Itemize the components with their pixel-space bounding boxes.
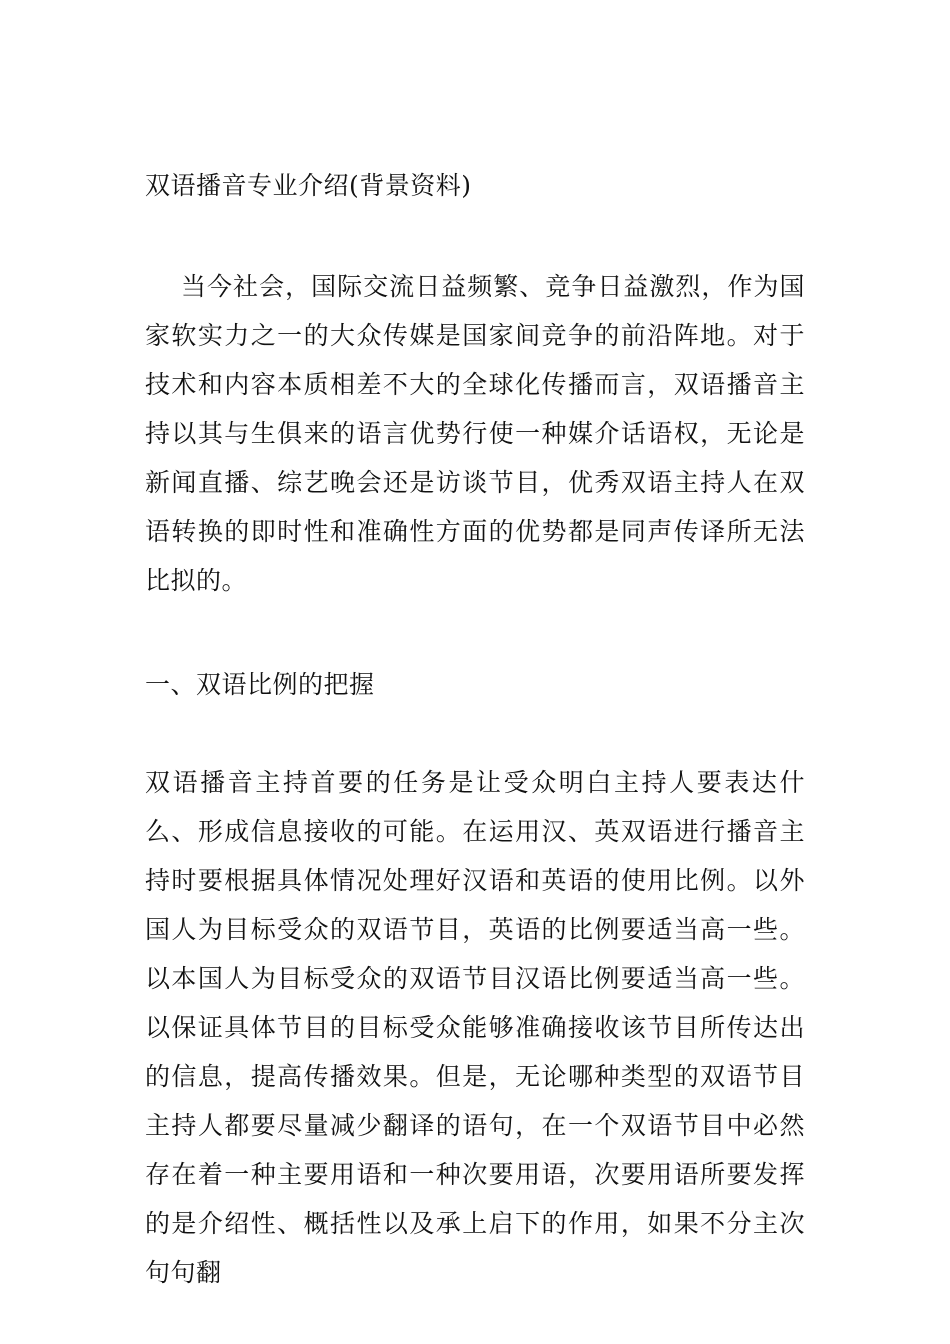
intro-paragraph: 当今社会，国际交流日益频繁、竞争日益激烈，作为国家软实力之一的大众传媒是国家间竞争的前沿阵地。对于技术和内容本质相差不大的全球化传播而言，双语播音主持以其与生俱来的语言优势行使一种媒介话语权，无论是新闻直播、综艺晚会还是访谈节目，优秀双语主持人在双语转换的即时性和准确性方面的优势都是同声传译所无法比拟的。 <box>145 272 805 595</box>
section-paragraph: 双语播音主持首要的任务是让受众明白主持人要表达什么、形成信息接收的可能。在运用汉、英双语进行播音主持时要根据具体情况处理好汉语和英语的使用比例。以外国人为目标受众的双语节目，英语的比例要适当高一些。以本国人为目标受众的双语节目汉语比例要适当高一些。以保证具体节目的目标受众能够准确接收该节目所传达出的信息，提高传播效果。但是，无论哪种类型的双语节目主持人都要尽量减少翻译的语句，在一个双语节目中必然存在着一种主要用语和一种次要用语，次要用语所要发挥的是介绍性、概括性以及承上启下的作用，如果不分主次句句翻 <box>145 768 805 1287</box>
document-title: 双语播音专业介绍(背景资料) <box>145 171 472 200</box>
section-heading: 一、双语比例的把握 <box>145 670 375 699</box>
